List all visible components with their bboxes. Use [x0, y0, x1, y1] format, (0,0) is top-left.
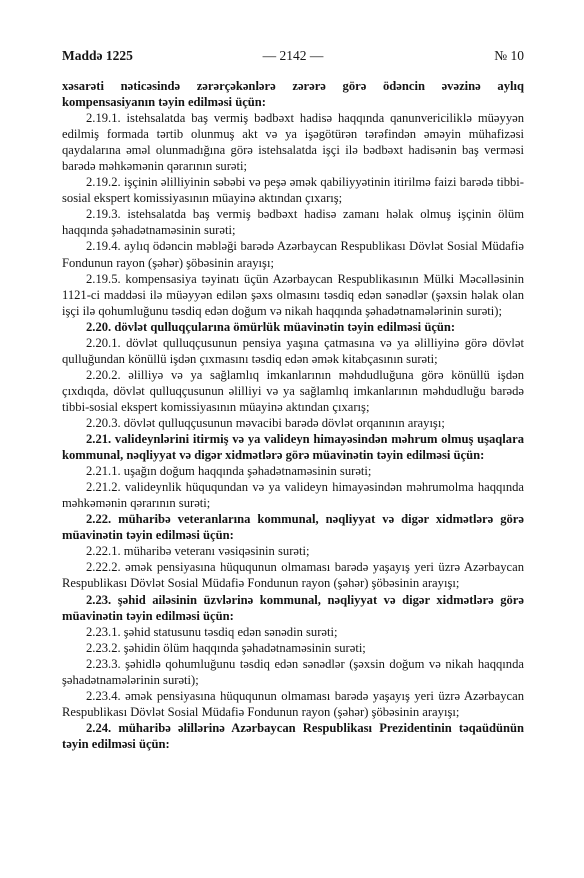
list-item-paragraph: 2.19.2. işçinin əlilliyinin səbəbi və peşə əmək qabiliyyətinin itirilmə faizi barədə tibbi-sosial ekspert komissiyasının müayinə aktından çıxarış; [62, 175, 524, 206]
list-item-paragraph: 2.23.1. şəhid statusunu təsdiq edən sənədin surəti; [86, 624, 338, 639]
running-header [62, 48, 524, 66]
list-item-paragraph: 2.20.2. əlilliyə və ya sağlamlıq imkanlarının məhdudluğuna görə könüllü işdən çıxdıqda, dövlət qulluqçusunun əlilliyi və ya sağlamlıq imkanlarının məhdudluğu barədə tibbi-sosial ekspert komissiyasının müayinə aktından çıxarış; [62, 367, 524, 414]
list-item-paragraph: 2.21.1. uşağın doğum haqqında şəhadətnaməsinin surəti; [86, 464, 372, 479]
section-heading: 2.21. valideynlərini itirmiş və ya valideyn himayəsindən məhrum olmuş uşaqlara kommunal, nəqliyyat və digər xidmətlərə görə müavinətin təyin edilməsi üçün: [62, 432, 524, 463]
list-item-paragraph: 2.23.2. şəhidin ölüm haqqında şəhadətnaməsinin surəti; [86, 640, 366, 655]
section-heading: 2.22. müharibə veteranlarına kommunal, nəqliyyat və digər xidmətlərə görə müavinətin təyin edilməsi üçün: [62, 512, 524, 543]
section-heading: 2.23. şəhid ailəsinin üzvlərinə kommunal, nəqliyyat və digər xidmətlərə görə müavinətin təyin edilməsi üçün: [62, 592, 524, 623]
list-item-paragraph: 2.20.1. dövlət qulluqçusunun pensiya yaşına çatmasına və ya əlilliyinə görə dövlət qulluğundan könüllü işdən çıxmasını təsdiq edən əmək kitabçasının surəti; [62, 335, 524, 366]
page-number: — 2142 — [262, 48, 324, 63]
document-body [62, 78, 524, 752]
section-heading: xəsarəti nəticəsində zərərçəkənlərə zərərə görə ödəncin əvəzinə aylıq kompensasiyanın təyin edilməsi üçün: [62, 79, 524, 110]
article-number: Maddə 1225 [62, 48, 133, 63]
list-item-paragraph: 2.19.3. istehsalatda baş vermiş bədbəxt hadisə zamanı həlak olmuş işçinin ölüm haqqında şəhadətnaməsinin surəti; [62, 207, 524, 238]
list-item-paragraph: 2.23.4. əmək pensiyasına hüququnun olmaması barədə yaşayış yeri üzrə Azərbaycan Respublikası Dövlət Sosial Müdafiə Fondunun rayon (şəhər) şöbəsinin arayışı; [62, 688, 524, 719]
list-item-paragraph: 2.19.1. istehsalatda baş vermiş bədbəxt hadisə haqqında qanunvericiliklə müəyyən edilmiş formada tərtib olunmuş akt və ya işəgötürən tərəfindən əməyin mühafizəsi qaydalarına əməl olunmadığına görə istehsalatda işçi ilə bədbəxt hadisənin baş verməsi barədə məhkəmənin qərarının surəti; [62, 111, 524, 174]
list-item-paragraph: 2.22.1. müharibə veteranı vəsiqəsinin surəti; [86, 544, 310, 559]
list-item-paragraph: 2.19.5. kompensasiya təyinatı üçün Azərbaycan Respublikasının Mülki Məcəlləsinin 1121-ci maddəsi ilə müəyyən edilən şəxs olmasını təsdiq edən sənədlər (şəxsin həlak olan işçi ilə qohumluğunu təsdiq edən doğum və nikah haqqında şəhadətnamələrinin surəti); [62, 271, 524, 318]
list-item-paragraph: 2.22.2. əmək pensiyasına hüququnun olmaması barədə yaşayış yeri üzrə Azərbaycan Respublikası Dövlət Sosial Müdafiə Fondunun rayon (şəhər) şöbəsinin arayışı; [62, 560, 524, 591]
list-item-paragraph: 2.21.2. valideynlik hüququndan və ya valideyn himayəsindən məhrumolma haqqında məhkəmənin qərarının surəti; [62, 480, 524, 511]
list-item-paragraph: 2.19.4. aylıq ödəncin məbləği barədə Azərbaycan Respublikası Dövlət Sosial Müdafiə Fondunun rayon (şəhər) şöbəsinin arayışı; [62, 239, 524, 270]
section-heading: 2.24. müharibə əlillərinə Azərbaycan Respublikası Prezidentinin təqaüdünün təyin edilməsi üçün: [62, 720, 524, 751]
document-page [62, 48, 524, 752]
section-heading: 2.20. dövlət qulluqçularına ömürlük müavinətin təyin edilməsi üçün: [86, 319, 456, 334]
list-item-paragraph: 2.20.3. dövlət qulluqçusunun məvacibi barədə dövlət orqanının arayışı; [86, 415, 445, 430]
list-item-paragraph: 2.23.3. şəhidlə qohumluğunu təsdiq edən sənədlər (şəxsin doğum və nikah haqqında şəhadətnamələrinin surəti); [62, 656, 524, 687]
issue-number: № 10 [494, 48, 524, 63]
